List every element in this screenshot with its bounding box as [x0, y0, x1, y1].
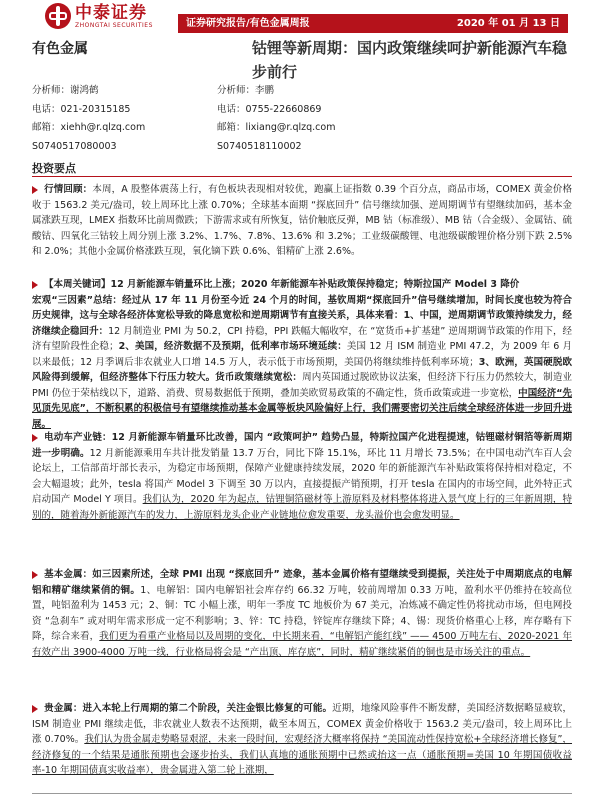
bullet-icon — [32, 705, 38, 713]
china-text: 12 月制造业 PMI 为 50.2，CPI 持稳，PPI 跌幅大幅收窄，在 “宽货币+扩基建” 逆周期调节政策的作用下，经济有望阶段性企稳； — [32, 325, 572, 352]
para-body: 12 月新能源乘用车共计批发销量 13.7 万台，同比下降 15.1%，环比 11 月增长 73.5%；在中国电动汽车百人会论坛上，工信部苗圩部长表示，为稳定市场预期，保障产业健康持续发展，2020 年的新能源汽车补贴政策将保持相对稳定，不会大幅退坡；此外，tesla 将国产 Model 3 下调至 30 万以内，直接提振产销预期，打开 tesla 在国内的市场空间，此外特正式启动国产 Model Y 项目。 — [32, 447, 572, 505]
analyst-2 — [217, 82, 335, 156]
paragraph-keywords — [32, 277, 572, 432]
para-conclusion: 我们认为贵金属走势略显艰涩，未来一段时间，宏观经济大概率将保持 “美国流动性保持宽松+全球经济增长修复”，经济修复的一个结果是通胀预期也会逐步抬头，我们认真地的通胀预期中已然或抬这一点（通胀预期=美国 10 年期国债收益率-10 年期国债真实收益率），贵金属进入第二轮上涨期， — [32, 734, 573, 776]
analyst-name: 分析师：李鹏 — [217, 85, 275, 96]
paragraph-ev-chain — [32, 430, 572, 523]
logo-name: 中泰证券 — [75, 2, 147, 23]
company-logo — [45, 3, 153, 29]
eu-text: 周内英国通过脱欧协议法案，但经济下行压力仍然较大，制造业 PMI 仍位于荣枯线以下，道路、消费、贸易数据低于预期，叠加美欧贸易政策的不确定性，货币政策或进一步宽松， — [32, 372, 572, 399]
para-lead: 行情回顾： — [44, 184, 93, 195]
analyst-cert: S0740517080003 — [32, 140, 117, 152]
logo-icon — [45, 3, 71, 29]
para-body: 近期，地缘风险事件不断发酵，美国经济数据略显疲软，ISM 制造业 PMI 继续走低，非农就业人数表不达预期，截至本周五，COMEX 黄金价格收于 1563.2 美元/盎司，较上周环比上涨 0.70%。 — [32, 703, 572, 745]
analyst-email: 邮箱：xiehh@r.qlzq.com — [32, 122, 146, 133]
macro-summary: 经过从 17 年 11 月份至今近 24 个月的时间，基钦周期“探底回升”信号继续增加，时间长度也较为符合历史规律，这与全球各经济体宽松导致的降息宽松和逆周期调节有直接关系，具体来看：1、中国，逆周期调节政策持续发力，经济继续企稳回升： — [32, 294, 572, 337]
logo-name-en: ZHONGTAI SECURITIES — [75, 21, 153, 29]
paragraph-base-metals — [32, 567, 572, 660]
bullet-icon — [32, 434, 38, 442]
analyst-name: 分析师：谢鸿鹤 — [32, 85, 99, 96]
para-lead: 电动车产业链：12 月新能源车销量环比改善，国内 “政策呵护” 趋势凸显，特斯拉国产化进程提速，钴锂磁材铜箔等新周期进一步明确。 — [32, 432, 572, 459]
section-divider — [32, 176, 572, 177]
footer-divider — [32, 793, 572, 794]
para-conclusion: 我们认为，2020 年为起点，钴锂铜箔磁材等上游原料及材料整体将进入景气度上行的三年新周期，特别的，随着海外新能源汽车的发力，上游原料龙头企业产业链地位愈发重要，龙头溢价也会愈发明显。 — [32, 494, 572, 521]
eu-conclusion: 中国经济“先见顶先见底”，不断积累的积极信号有望继续推动基本金属等板块风险偏好上行，我们需要密切关注后续全球经济体进一步回升进展。 — [32, 387, 573, 430]
para-lead: 基本金属：如三因素所述，全球 PMI 出现 “探底回升” 迹象，基本金属价格有望继续受到提振，关注处于中周期底点的电解铝和精矿继续紧俏的铜。 — [32, 569, 572, 596]
analyst-email: 邮箱：lixiang@r.qlzq.com — [217, 122, 336, 133]
para-body: 本周，A 股整体震荡上行，有色板块表现相对较优，跑赢上证指数 0.39 个百分点，商品市场，COMEX 黄金价格收于 1563.2 美元/盎司，较上周环比上涨 0.70%；全球基本面期 “探底回升” 信号继续加强、逆周期调节有望继续加码，基本金属涨跌互现，LMEX 指数环比前周微跌；下游需求或有所恢复，钴价触底反弹，MB 钴（标准级）、MB 钴（合金级）、金属钴、硫酸钴、四氧化三钴较上周分别上涨 3.2%、1.7%、7.8%、13.6% 和 3.2%；工业级碳酸锂、电池级碳酸锂价格分别下跌 2.5%和 2.0%；其他小金属价格涨跌互现，氧化镝下跌 0.6%、钼精矿上涨 2.6%。 — [32, 184, 572, 257]
para-body: 1、电解铝：国内电解铝社会库存约 66.32 万吨，较前周增加 0.33 万吨，盈利水平仍维持在较高位置，吨铝盈利为 1453 元；2、铜：TC 小幅上涨，明年一季度 TC 地板价为 67 美元，冶炼减不确定性仍将扰动市场，但电网投资 “急刹车” 或对明年需求形成一定不利影响；3、锌：TC 持稳，锌锭库存继续下降；4、锡：现货价格重心上移，库存略有下降，综合来看， — [32, 584, 572, 642]
bullet-icon — [32, 281, 38, 289]
industry-label: 有色金属 — [32, 41, 88, 57]
report-date: 2020 年 01 月 13 日 — [456, 18, 560, 29]
macro-lead: 宏观“三因素”总结： — [32, 294, 123, 306]
us-text: 美国 12 月 ISM 制造业 PMI 47.2，为 2009 年 6 月以来最低；12 月季调后非农就业人口增 14.5 万人，表示低于市场预期，美国仍将继续维持低利率环境； — [32, 341, 572, 368]
bullet-icon — [32, 571, 38, 579]
report-header-band — [178, 14, 568, 33]
paragraph-market-review — [32, 182, 572, 260]
report-type: 证券研究报告/有色金属周报 — [186, 18, 310, 29]
paragraph-precious-metals — [32, 701, 572, 779]
analyst-1 — [32, 82, 145, 156]
para-lead: 贵金属：进入本轮上行周期的第二个阶段，关注金银比修复的可能。 — [44, 703, 333, 714]
bullet-icon — [32, 186, 38, 194]
analyst-phone: 电话：021-20315185 — [32, 103, 131, 115]
us-lead: 2、美国，经济数据不及预期，低利率市场环境延续： — [118, 341, 347, 352]
report-title: 钴锂等新周期：国内政策继续呵护新能源汽车稳步前行 — [252, 39, 568, 81]
section-heading: 投资要点 — [32, 162, 76, 175]
para-conclusion: 我们更为看重产业格局以及周期的变化，中长期来看，“电解铝产能红线” —— 4500 万吨左右、2020-2021 年有效产出 3900-4000 万吨一线，行业格局将会是 “产出顶、库存底”，同时，精矿继续紧俏的铜也是市场关注的重点。 — [32, 631, 572, 658]
analyst-phone: 电话：0755-22660869 — [217, 103, 322, 115]
para-lead: 【本周关键词】12 月新能源车销量环比上涨；2020 年新能源车补贴政策保持稳定；特斯拉国产 Model 3 降价 — [44, 279, 520, 290]
eu-lead: 3、欧洲，英国硬脱欧风险得到缓解，但经济整体下行压力较大。货币政策继续宽松： — [32, 356, 572, 383]
analyst-cert: S0740518110002 — [217, 140, 302, 152]
